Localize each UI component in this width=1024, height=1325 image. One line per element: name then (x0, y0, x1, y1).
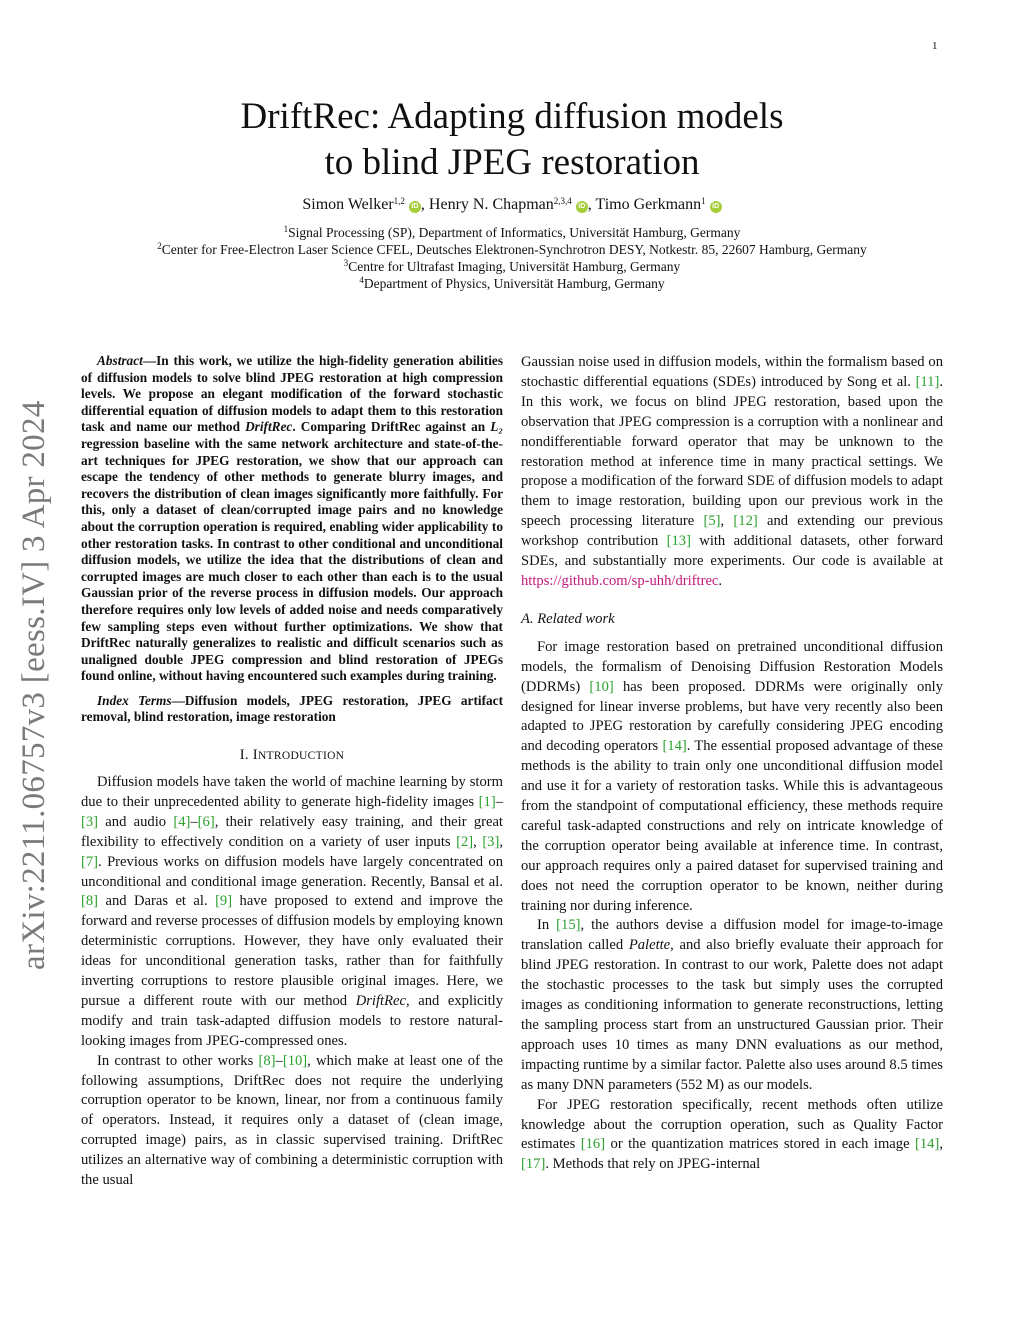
paragraph: In contrast to other works [8]–[10], which make at least one of the following assumptions, DriftRec does not require the underlying corruption operator to be known, linear, nor from a continuous family of operators. Instead, it requires only a dataset of (clean image, corrupted image) pairs, as in classic supervised training. DriftRec utilizes an alternative way of combining a deterministic corruption with the usual (81, 1052, 503, 1189)
index-terms-text: Diffusion models, JPEG restoration, JPEG artifact removal, blind restoration, image restoration (81, 692, 503, 725)
citation-link[interactable]: [8] (258, 1052, 276, 1069)
citation-link[interactable]: [3] (482, 833, 500, 850)
method-name: Palette (628, 937, 671, 954)
affiliation-text: Signal Processing (SP), Department of Informatics, Universität Hamburg, Germany (288, 225, 741, 240)
affiliation-text: Center for Free-Electron Laser Science CFEL, Deutsches Elektronen-Synchrotron DESY, Notkestr. 85, 22607 Hamburg, Germany (161, 242, 867, 257)
author-name: Simon Welker (302, 196, 394, 213)
affiliation-line (80, 275, 944, 292)
citation-link[interactable]: [1] (478, 793, 496, 810)
section-title-rest: NTRODUCTION (257, 750, 345, 763)
affiliation-line (80, 241, 944, 258)
paragraph: In [15], the authors devise a diffusion model for image-to-image translation called Palette, and also briefly evaluate their approach for blind JPEG restoration. In contrast to our work, Palette does not adapt the stochastic processes to the task but simply uses the corrupted images as conditioning information to generate reconstructions, letting the sampling process start from an unstructured Gaussian prior. Their approach uses 10 times as many DNN evaluations as our method, impacting runtime by a similar factor. Palette also uses around 8.5 times as many DNN parameters (552 M) as our models. (521, 917, 943, 1093)
citation-link[interactable]: [15] (556, 917, 581, 934)
abstract-label: Abstract (97, 353, 143, 368)
citation-link[interactable]: [6] (197, 813, 215, 830)
citation-link[interactable]: [10] (282, 1052, 308, 1069)
author-list: Simon Welker$^{1,2}$iD , Henry N. Chapman$^{2,3,4}$iD , Timo Gerkmann$^1$iD (150, 196, 874, 214)
orcid-icon[interactable]: iD (576, 201, 588, 213)
orcid-icon[interactable]: iD (409, 201, 421, 213)
citation-link[interactable]: [17] (521, 1156, 546, 1173)
citation-link[interactable]: [7] (81, 853, 99, 870)
affiliation-text: Department of Physics, Universität Hamburg, Germany (363, 276, 665, 291)
paragraph: For image restoration based on pretrained unconditional diffusion models, the formalism of Denoising Diffusion Restoration Models (DDRMs) [10] has been proposed. DDRMs were originally only designed for linear inverse problems, but have very recently also been adapted to JPEG restoration by carefully considering JPEG encoding and decoding operators [14]. The essential proposed advantage of these methods is the ability to train only one unconditional diffusion model and use it for a variety of restoration tasks. While this is advantageous from the standpoint of computational efficiency, these methods require careful task-adapted constructions and rely on intricate knowledge of the corruption operator being available at inference time. In contrast, our approach requires only a paired dataset for supervised training and does not need the corruption operator to be known, neither during training nor during inference. (521, 638, 944, 914)
citation-link[interactable]: [8] (81, 893, 99, 910)
affiliation-line (80, 224, 944, 241)
right-column (521, 353, 943, 1175)
author-name: Timo Gerkmann (595, 196, 702, 213)
page-number: 1 (932, 40, 938, 52)
abstract-text: . Comparing DriftRec against an (292, 419, 491, 435)
section-numeral: I. (239, 747, 249, 764)
paragraph: Gaussian noise used in diffusion models, within the formalism based on stochastic differential equations (SDEs) introduced by Song et al. [11]. In this work, we focus on blind JPEG restoration, based upon the observation that JPEG compression is a corruption with a nonlinear and nondifferentiable forward operator that may be unknown to the restoration method at inference time in many practical settings. We propose a modification of the forward SDE of diffusion models to adapt them to image restoration, building upon our previous work in the speech processing literature [5], [12] and extending our previous workshop contribution [13] with additional datasets, other forward SDEs, and substantially more experiments. Our code is available at https://github.com/sp-uhh/driftrec. (521, 354, 944, 589)
citation-link[interactable]: [11] (915, 373, 940, 390)
citation-link[interactable]: [5] (703, 513, 721, 530)
citation-link[interactable]: [16] (580, 1136, 606, 1153)
title-line-1: DriftRec: Adapting diffusion models (240, 96, 784, 137)
title-line-2: to blind JPEG restoration (324, 142, 700, 183)
index-terms: Index Terms—Diffusion models, JPEG restoration, JPEG artifact removal, blind restoration, image restoration (81, 692, 503, 725)
section-title-cap: I (252, 747, 258, 764)
section-heading-introduction (81, 746, 503, 767)
abstract-text: In this work, we utilize the high-fidelity generation abilities of diffusion models to solve blind JPEG restoration at high compression levels. We propose an elegant modification of the forward stochastic differential equation of diffusion models to adapt them to this restoration task and name our method (81, 353, 503, 435)
author-affiliation-sup: 1 (701, 196, 706, 206)
paper-title (150, 94, 874, 186)
affiliation-sup: 4 (359, 275, 364, 285)
affiliation-text: Centre for Ultrafast Imaging, Universität Hamburg, Germany (348, 259, 681, 274)
arxiv-identifier[interactable]: arXiv:2211.06757v3 [eess.IV] 3 Apr 2024 (16, 400, 52, 970)
left-column (81, 353, 503, 1191)
orcid-icon[interactable]: iD (710, 201, 722, 213)
author-name: Henry N. Chapman (428, 196, 554, 213)
affiliation-sup: 2 (157, 241, 162, 251)
affiliation-sup: 3 (343, 258, 349, 268)
abstract-text: regression baseline with the same network architecture and state-of-the-art techniques for JPEG restoration, we show that our approach can escape the tendency of other methods to generate blurry images, and recovers the distribution of clean images significantly more faithfully. For this, only a dataset of clean/corrupted image pairs and no knowledge about the corruption operation is required, enabling wider applicability to other restoration tasks. In contrast to other conditional and unconditional diffusion models, we utilize the idea that the distributions of clean and corrupted images are much closer to each other than each is to the usual Gaussian prior of the reverse process in diffusion models. Our approach therefore requires only low levels of added noise and needs comparatively few sampling steps even without further optimizations. We show that DriftRec naturally generalizes to realistic and difficult scenarios such as unaligned double JPEG compression and blind restoration of JPEGs found online, without having encountered such examples during training. (81, 435, 503, 684)
affiliation-line (80, 258, 944, 275)
method-name: DriftRec (355, 992, 406, 1009)
affiliation-sup: 1 (283, 224, 289, 234)
math-symbol: L₂ (490, 419, 503, 435)
citation-link[interactable]: [12] (733, 513, 758, 530)
citation-link[interactable]: [3] (81, 813, 99, 830)
citation-link[interactable]: [9] (215, 893, 233, 910)
citation-link[interactable]: [4] (173, 813, 191, 830)
code-repository-link[interactable]: https://github.com/sp-uhh/driftrec (521, 572, 719, 589)
author-affiliation-sup: 2,3,4 (553, 196, 572, 206)
index-terms-label: Index Terms (97, 692, 172, 708)
citation-link[interactable]: [10] (589, 678, 614, 695)
abstract: Abstract—In this work, we utilize the high-fidelity generation abilities of diffusion models to solve blind JPEG restoration at high compression levels. We propose an elegant modification of the forward stochastic differential equation of diffusion models to adapt them to this restoration task and name our method DriftRec. Comparing DriftRec against an L₂ regression baseline with the same network architecture and state-of-the-art techniques for JPEG restoration, we show that our approach can escape the tendency of other methods to generate blurry images, and recovers the distribution of clean images significantly more faithfully. For this, only a dataset of clean/corrupted image pairs and no knowledge about the corruption operation is required, enabling wider applicability to other restoration tasks. In contrast to other conditional and unconditional diffusion models, we utilize the idea that the distributions of clean and corrupted images are much closer to each other than each is to the usual Gaussian prior of the reverse process in diffusion models. Our approach therefore requires only low levels of added noise and needs comparatively few sampling steps even without further optimizations. We show that DriftRec naturally generalizes to realistic and difficult scenarios such as unaligned double JPEG compression and blind restoration of JPEGs found online, without having encountered such examples during training. (81, 353, 503, 684)
author-affiliation-sup: 1,2 (393, 196, 405, 206)
citation-link[interactable]: [14] (662, 738, 687, 755)
paragraph: For JPEG restoration specifically, recent methods often utilize knowledge about the corruption operation, such as Quality Factor estimates [16] or the quantization matrices stored in each image [14], [17]. Methods that rely on JPEG-internal (521, 1096, 943, 1173)
affiliations (80, 224, 944, 292)
subsection-heading-related-work: A. Related work (521, 610, 615, 627)
citation-link[interactable]: [14] (915, 1136, 940, 1153)
citation-link[interactable]: [13] (666, 533, 691, 550)
citation-link[interactable]: [2] (456, 833, 474, 850)
method-name: DriftRec (245, 419, 293, 435)
paragraph: Diffusion models have taken the world of machine learning by storm due to their unprecedented ability to generate high-fidelity images [1]–[3] and audio [4]–[6], their relatively easy training, and their great flexibility to effectively condition on a variety of user inputs [2], [3], [7]. Previous works on diffusion models have largely concentrated on unconditional and conditional image generation. Recently, Bansal et al. [8] and Daras et al. [9] have proposed to extend and improve the forward and reverse processes of diffusion models by employing known deterministic corruptions. However, they have only evaluated their ideas for unconditional generation tasks, rather than for faithfully inverting corruptions to restore plausible original images. Here, we pursue a different route with our method DriftRec, and explicitly modify and train task-adapted diffusion models to restore natural-looking images from JPEG-compressed ones. (81, 773, 504, 1049)
